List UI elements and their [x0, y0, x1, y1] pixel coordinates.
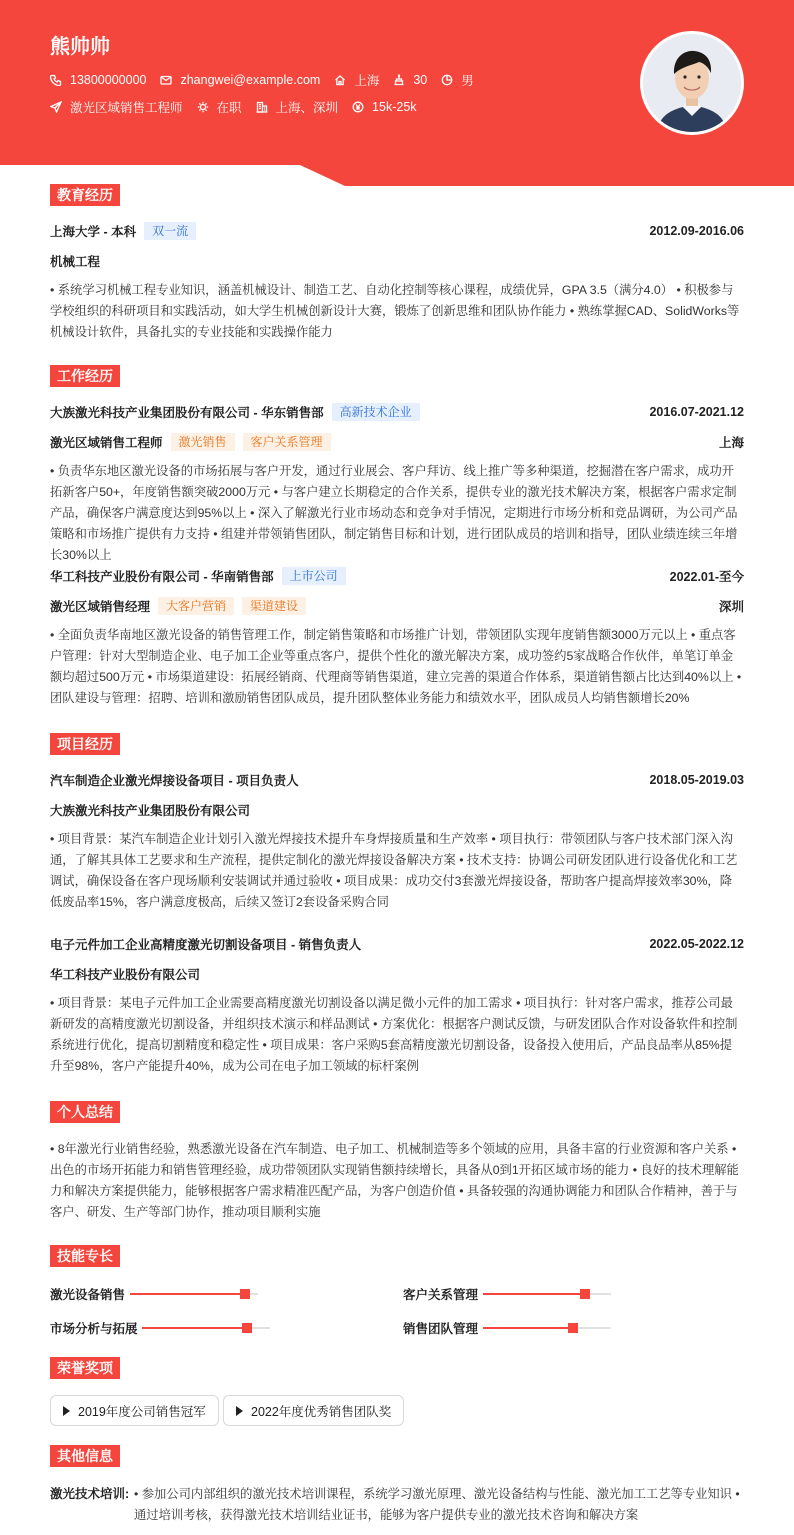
target-city-text: 上海、深圳 — [275, 101, 339, 115]
job-icon — [50, 101, 62, 113]
project-company-row — [50, 965, 744, 983]
email-text: zhangwei@example.com — [180, 73, 321, 87]
job-description: • 全面负责华南地区激光设备的销售管理工作，制定销售策略和市场推广计划，带领团队实现年度销售额3000万元以上 • 重点客户管理：针对大型制造企业、电子加工企业等重点客户，提供个性化的激光解决方案，成功签约5家战略合作伙伴，单笔订单金额均超过500万元 • 市场渠道建设：拓展经销商、代理商等销售渠道，建立完善的渠道合作体系，渠道销售额占比达到40%以上 • 团队建设与管理：招聘、培训和激励销售团队成员，提升团队整体业务能力和绩效水平，团队成员人均销售额增长20% — [50, 628, 742, 705]
summary-header — [50, 1101, 744, 1123]
skills-header — [50, 1245, 744, 1267]
projects-section — [50, 733, 744, 1073]
section-title: 荣誉奖项 — [50, 1357, 120, 1379]
skill-name: 销售团队管理 — [403, 1322, 479, 1336]
job-description: • 负责华东地区激光设备的市场拓展与客户开发，通过行业展会、客户拜访、线上推广等多种渠道，挖掘潜在客户需求，成功开拓新客户50+，年度销售额突破2000万元 • 与客户建立长期稳定的合作关系，提供专业的激光技术解决方案，根据客户需求定制产品，确保客户满意度达到95%以上 • 深入了解激光行业市场动态和竞争对手情况，定期进行市场分析和竞品调研，为公司产品策略和市场推广提供有力支持 • 组建并带领销售团队，制定销售目标和计划，进行团队成员的培训和指导，团队业绩连续三年增长30%以上 — [50, 464, 738, 562]
award-label: 2019年度公司销售冠军 — [78, 1404, 206, 1419]
job-location: 深圳 — [718, 600, 744, 614]
section-title: 技能专长 — [50, 1245, 120, 1267]
skill-bar-fill — [130, 1293, 245, 1295]
salary-text: 15k-25k — [372, 100, 417, 114]
skill-bar — [483, 1293, 611, 1295]
work-header — [50, 365, 744, 387]
gender-item — [441, 71, 474, 89]
company-name: 大族激光科技产业集团股份有限公司 - 华东销售部 — [50, 406, 324, 420]
skill-name: 客户关系管理 — [403, 1288, 479, 1302]
education-row — [50, 222, 744, 240]
play-icon — [236, 1406, 243, 1416]
city-item — [334, 71, 379, 89]
skill-bar-knob — [240, 1289, 250, 1299]
job-date: 2016.07-2021.12 — [649, 405, 744, 419]
skill-bar — [130, 1293, 258, 1295]
skills-section — [50, 1245, 744, 1345]
project-date: 2022.05-2022.12 — [649, 937, 744, 951]
city-text: 上海 — [354, 74, 380, 88]
skill-bar-knob — [580, 1289, 590, 1299]
skill-bar-knob — [568, 1323, 578, 1333]
skill-tag: 客户关系管理 — [243, 433, 331, 451]
section-title: 其他信息 — [50, 1445, 120, 1467]
section-title: 项目经历 — [50, 733, 120, 755]
major-name: 机械工程 — [50, 255, 101, 269]
section-title: 教育经历 — [50, 184, 120, 206]
target-job-item — [50, 98, 183, 116]
status-text: 在职 — [216, 101, 242, 115]
skill-bar-fill — [142, 1327, 247, 1329]
status-item — [197, 98, 242, 116]
skill-bar-knob — [242, 1323, 252, 1333]
job-company-row — [50, 567, 744, 585]
section-divider — [50, 1368, 744, 1369]
education-description: • 系统学习机械工程专业知识，涵盖机械设计、制造工艺、自动化控制等核心课程，成绩优异，GPA 3.5（满分4.0） • 积极参与学校组织的科研项目和实践活动，如大学生机械创新设计大赛，锻炼了创新思维和团队协作能力 • 熟练掌握CAD、SolidWorks等机械设计软件，具备扎实的专业技能和实践操作能力 — [50, 283, 740, 339]
salary-item — [352, 100, 416, 114]
other-description: • 参加公司内部组织的激光技术培训课程，系统学习激光原理、激光设备结构与性能、激光加工工艺等专业知识 • 通过培训考核，获得激光技术培训结业证书，能够为客户提供专业的激光技术咨询和解决方案 — [134, 1487, 740, 1522]
award-label: 2022年度优秀销售团队奖 — [251, 1404, 392, 1419]
age-item — [393, 73, 427, 87]
project-company: 大族激光科技产业集团股份有限公司 — [50, 804, 251, 818]
project-name: 汽车制造企业激光焊接设备项目 - 项目负责人 — [50, 774, 299, 788]
target-job-text: 激光区域销售工程师 — [70, 101, 183, 115]
age-text: 30 — [413, 73, 428, 87]
skill-bar-fill — [483, 1293, 585, 1295]
skill-tag: 激光销售 — [171, 433, 235, 451]
project-date: 2018.05-2019.03 — [649, 773, 744, 787]
skill-bar — [483, 1327, 611, 1329]
gender-icon — [441, 74, 453, 86]
email-item — [160, 73, 320, 87]
award-badge — [223, 1395, 404, 1426]
job-date: 2022.01-至今 — [669, 570, 744, 584]
other-label: 激光技术培训: — [50, 1487, 130, 1501]
work-section — [50, 365, 744, 705]
project-company: 华工科技产业股份有限公司 — [50, 968, 201, 982]
skill-bar-fill — [483, 1327, 573, 1329]
target-city-item — [256, 98, 339, 116]
age-icon — [393, 74, 405, 86]
section-divider — [50, 1256, 744, 1257]
major-row — [50, 252, 744, 270]
project-title-row — [50, 935, 744, 953]
email-icon — [160, 74, 172, 86]
other-section — [50, 1445, 744, 1530]
project-company-row — [50, 801, 744, 819]
education-section — [50, 184, 744, 339]
education-date: 2012.09-2016.06 — [649, 224, 744, 238]
project-description: • 项目背景：某汽车制造企业计划引入激光焊接技术提升车身焊接质量和生产效率 • 项目执行：带领团队与客户技术部门深入沟通，了解其具体工艺要求和生产流程，提供定制化的激光焊接设备解决方案 • 技术支持：协调公司研发团队进行设备优化和工艺调试，确保设备在客户现场顺利安装调试并通过验收 • 项目成果：成功交付3套激光焊接设备，帮助客户提高焊接效率30%，降低废品率15%，客户满意度极高，后续又签订2套设备采购合同 — [50, 832, 738, 909]
gender-text: 男 — [461, 74, 474, 88]
education-header — [50, 184, 744, 206]
job-location: 上海 — [718, 436, 744, 450]
project-name: 电子元件加工企业高精度激光切割设备项目 - 销售负责人 — [50, 938, 362, 952]
section-divider — [50, 376, 744, 377]
skill-name: 市场分析与拓展 — [50, 1322, 138, 1336]
status-icon — [197, 101, 209, 113]
awards-section — [50, 1357, 744, 1437]
job-company-row — [50, 403, 744, 421]
section-divider — [50, 195, 744, 196]
phone-icon — [50, 74, 62, 86]
job-position-row — [50, 433, 744, 451]
phone-text: 13800000000 — [70, 73, 147, 87]
skill-tag: 大客户营销 — [158, 597, 234, 615]
job-position-row — [50, 597, 744, 615]
company-tag: 高新技术企业 — [332, 403, 420, 421]
other-header — [50, 1445, 744, 1467]
award-badge — [50, 1395, 219, 1426]
summary-section — [50, 1101, 744, 1219]
school-name: 上海大学 - 本科 — [50, 225, 137, 239]
summary-description: • 8年激光行业销售经验，熟悉激光设备在汽车制造、电子加工、机械制造等多个领域的应用，具备丰富的行业资源和客户关系 • 出色的市场开拓能力和销售管理经验，成功带领团队实现销售额持续增长，具备从0到1开拓区域市场的能力 • 良好的技术理解能力和解决方案提供能力，能够根据客户需求精准匹配产品，为客户创造价值 • 具备较强的沟通协调能力和团队合作精神，善于与客户、研发、生产等部门协作，推动项目顺利实施 — [50, 1142, 739, 1219]
avatar — [640, 31, 744, 135]
section-title: 个人总结 — [50, 1101, 120, 1123]
section-divider — [50, 1456, 744, 1457]
salary-icon — [352, 101, 364, 113]
project-title-row — [50, 771, 744, 789]
awards-header — [50, 1357, 744, 1379]
section-title: 工作经历 — [50, 365, 120, 387]
candidate-name: 熊帅帅 — [50, 36, 110, 58]
position-name: 激光区域销售经理 — [50, 600, 151, 614]
play-icon — [63, 1406, 70, 1416]
section-divider — [50, 744, 744, 745]
company-name: 华工科技产业股份有限公司 - 华南销售部 — [50, 570, 274, 584]
skill-bar — [142, 1327, 270, 1329]
city-icon — [256, 101, 268, 113]
company-tag: 上市公司 — [282, 567, 346, 585]
projects-header — [50, 733, 744, 755]
skill-tag: 渠道建设 — [242, 597, 306, 615]
skill-name: 激光设备销售 — [50, 1288, 126, 1302]
school-tag: 双一流 — [144, 222, 196, 240]
position-name: 激光区域销售工程师 — [50, 436, 163, 450]
intention-row — [50, 98, 431, 116]
phone-item — [50, 73, 146, 87]
contact-row — [50, 71, 488, 89]
project-description: • 项目背景：某电子元件加工企业需要高精度激光切割设备以满足微小元件的加工需求 • 项目执行：针对客户需求，推荐公司最新研发的高精度激光切割设备，并组织技术演示和样品测试 • 方案优化：根据客户测试反馈，与研发团队合作对设备软件和控制系统进行优化，提高切割精度和稳定性 • 项目成果：客户采购5套高精度激光切割设备，设备投入使用后，产品良品率从85%提升至98%，客户产能提升40%，成为公司在电子加工领域的标杆案例 — [50, 996, 738, 1073]
home-icon — [334, 74, 346, 86]
section-divider — [50, 1112, 744, 1113]
